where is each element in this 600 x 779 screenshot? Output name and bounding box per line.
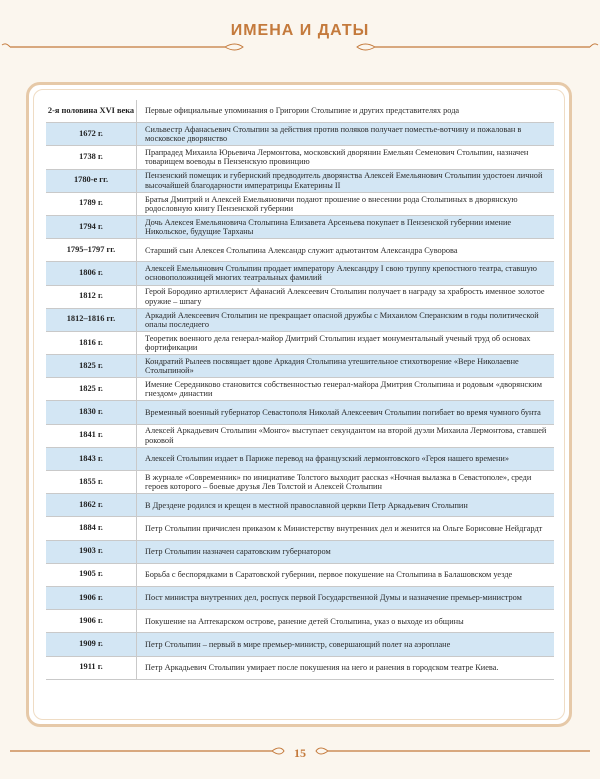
chronology-table (46, 100, 554, 680)
row-text: Герой Бородино артиллерист Афанасий Алексеевич Столыпин получает в награду за храбрость именное золотое оружие – шпагу (145, 287, 545, 306)
row-text: Временный военный губернатор Севастополя Николай Алексеевич Столыпин погибает во время чумного бунта (145, 407, 541, 417)
row-date: 1903 г. (46, 541, 137, 563)
table-row (46, 657, 554, 680)
table-row (46, 378, 554, 401)
row-text: Петр Столыпин – первый в мире премьер-министр, совершающий полет на аэроплане (145, 639, 451, 649)
row-text: Старший сын Алексея Столыпина Александр служит адъютантом Александра Суворова (145, 245, 458, 255)
row-date: 1825 г. (46, 355, 137, 377)
row-date: 1816 г. (46, 332, 137, 354)
row-date: 1806 г. (46, 262, 137, 284)
table-row (46, 494, 554, 517)
table-row (46, 100, 554, 123)
page-title: ИМЕНА И ДАТЫ (230, 22, 370, 39)
table-row (46, 286, 554, 309)
row-date: 1905 г. (46, 564, 137, 586)
row-text: Пост министра внутренних дел, роспуск первой Государственной Думы и назначение премьер-министром (145, 593, 522, 603)
row-text: Аркадий Алексеевич Столыпин не прекращает опасной дружбы с Михаилом Сперанским в годы политической опалы последнего (145, 310, 539, 329)
row-date: 1884 г. (46, 517, 137, 539)
row-date: 1780-е гг. (46, 170, 137, 192)
row-date: 1825 г. (46, 378, 137, 400)
table-row (46, 170, 554, 193)
row-date: 1738 г. (46, 146, 137, 168)
page-number: 15 (294, 746, 306, 760)
table-row (46, 633, 554, 656)
row-text: Братья Дмитрий и Алексей Емельяновичи подают прошение о внесении рода Столыпиных в дворянскую родословную книгу Пензенской губернии (145, 194, 518, 213)
row-text: Алексей Емельянович Столыпин продает императору Александру I свою труппу крепостного театра, ставшую основоположницей многих театральных фамилий (145, 264, 537, 283)
row-date: 1855 г. (46, 471, 137, 493)
row-date: 1862 г. (46, 494, 137, 516)
row-text: Петр Столыпин причислен приказом к Министерству внутренних дел и женится на Ольге Борисовне Нейдгардт (145, 523, 543, 533)
table-row (46, 541, 554, 564)
table-row (46, 587, 554, 610)
row-text: Петр Аркадьевич Столыпин умирает после покушения на него и ранения в городском театре Киева. (145, 662, 499, 672)
table-row (46, 471, 554, 494)
row-date: 1812–1816 гг. (46, 309, 137, 331)
row-text: Сильвестр Афанасьевич Столыпин за действия против поляков получает поместье-вотчину и пожалован в московское дворянство (145, 125, 522, 144)
row-text: В Дрездене родился и крещен в местной православной церкви Петр Аркадьевич Столыпин (145, 500, 468, 510)
table-row (46, 309, 554, 332)
row-text: Дочь Алексея Емельяновича Столыпина Елизавета Арсеньева покупает в Пензенской губернии имение Никольское, будущие Тарханы (145, 217, 512, 237)
row-text: Первые официальные упоминания о Григории Столыпине и других представителях рода (145, 106, 460, 116)
row-date: 1841 г. (46, 425, 137, 447)
row-date: 1672 г. (46, 123, 137, 145)
row-text: В журнале «Современник» по инициативе Толстого выходит рассказ «Ночная вылазка в Севастополе», среди героев которого – боевые друзья Лев Толстой и Алексей Столыпин (145, 472, 532, 492)
row-date: 2-я половина XVI века (46, 100, 137, 122)
table-row (46, 517, 554, 540)
row-date: 1812 г. (46, 286, 137, 308)
table-row (46, 564, 554, 587)
table-row (46, 239, 554, 262)
table-row (46, 123, 554, 146)
table-row (46, 146, 554, 169)
row-text: Покушение на Аптекарском острове, ранение детей Столыпина, указ о выходе из общины (145, 616, 464, 626)
row-text: Имение Середниково становится собственностью генерал-майора Дмитрия Столыпина и родовым «дворянским гнездом» династии (145, 380, 542, 399)
row-date: 1789 г. (46, 193, 137, 215)
row-text: Алексей Аркадьевич Столыпин «Монго» выступает секундантом на второй дуэли Михаила Лермонтова, ставшей роковой (145, 426, 547, 445)
row-text: Теоретик военного дела генерал-майор Дмитрий Столыпин издает монументальный ученый труд об основах фортификации (145, 333, 531, 352)
table-row (46, 216, 554, 239)
table-row (46, 401, 554, 424)
row-text: Петр Столыпин назначен саратовским губернатором (145, 547, 331, 557)
row-date: 1795–1797 гг. (46, 239, 137, 261)
table-row (46, 332, 554, 355)
row-date: 1909 г. (46, 633, 137, 655)
row-text: Алексей Столыпин издает в Париже перевод на французский лермонтовского «Героя нашего времени» (145, 454, 510, 464)
table-row (46, 193, 554, 216)
row-text: Прапрадед Михаила Юрьевича Лермонтова, московский дворянин Емельян Семенович Столыпин, назначен товарищем воеводы в Пензенскую провинцию (145, 148, 529, 167)
table-row (46, 425, 554, 448)
header-ornament (0, 40, 600, 54)
table-row (46, 448, 554, 471)
row-date: 1830 г. (46, 401, 137, 423)
row-date: 1794 г. (46, 216, 137, 238)
row-text: Кондратий Рылеев посвящает вдове Аркадия Столыпина утешительное стихотворение «Вере Николаевне Столыпиной» (145, 356, 519, 376)
row-date: 1911 г. (46, 657, 137, 679)
row-text: Пензенский помещик и губернский предводитель дворянства Алексей Емельянович Столыпин удостоен личной высочайшей благодарности императрицы Екатерины II (145, 171, 543, 190)
row-date: 1906 г. (46, 610, 137, 632)
table-row (46, 610, 554, 633)
row-text: Борьба с беспорядками в Саратовской губернии, первое покушение на Столыпина в Балашовском уезде (145, 570, 513, 580)
row-date: 1843 г. (46, 448, 137, 470)
table-row (46, 262, 554, 285)
row-date: 1906 г. (46, 587, 137, 609)
table-row (46, 355, 554, 378)
